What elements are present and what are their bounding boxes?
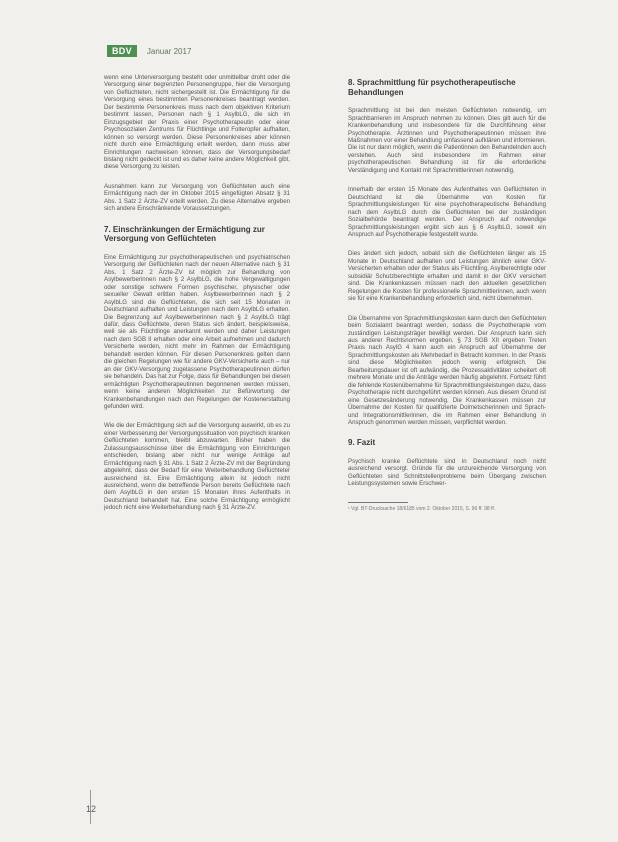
right-paragraph-1: Sprachmittlung ist bei den meisten Geflüchteten notwendig, um Sprachbarrieren im Anspruch nehmen zu können. Dies gilt auch für die Krankenbehandlung und insbesondere für die Durchführung einer Psychotherapie. Ärztinnen und Psychotherapeutinnen müssen ihre Maßnahmen vor einer Behandlung umfassend aufklären und informieren. Die ist nur dann möglich, wenn die Patientinnen den Behandelnden auch verstehen. Auch sind insbesondere im Rahmen einer psychotherapeutischen Behandlung ist für die erforderliche Verständigung und Kontakt mit Sprachmittlerinnen notwendig. [348,107,546,174]
right-column [348,74,546,512]
right-paragraph-5: Psychisch kranke Geflüchtete sind in Deutschland noch nicht ausreichend versorgt. Gründe für die unzureichende Versorgung von Geflüchteten sind Schnittstellenprobleme beim Übergang zwischen Leistungssystemen sowie Erschwer- [348,458,546,488]
left-column [104,74,290,524]
section-9-heading: 9. Fazit [348,438,376,448]
left-paragraph-3: Eine Ermächtigung zur psychotherapeutischen und psychiatrischen Versorgung der Geflüchteten nach der neuen Alternative nach § 31 Abs. 1 Satz 2 Ärzte-ZV ist möglich zur Behandlung von Asylbewerberinnen nach § 2 AsylbLG, die hohe Vergewaltigungen oder sonstige schwere Formen psychischer, physischer oder sexueller Gewalt erlitten haben. Asylbewerberinnen nach § 2 AsylbLG sind die Geflüchteten, die sich seit 15 Monaten in Deutschland aufhalten und Leistungen nach dem AsylbLG erhalten. Die Begrenzung auf Asylbewerberinnen nach § 2 AsylbLG trägt dafür, dass Geflüchtete, deren Status sich ändert, beispielsweise, weil sie als Flüchtlinge anerkannt werden und daher Leistungen nach dem SGB II erhalten oder eine Arbeit aufnehmen und dadurch Versicherte werden, nicht mehr im Rahmen der Ermächtigung behandelt werden können. Für diesen Personenkreis gelten dann die gleichen Regelungen wie für andere GKV-Versicherte auch – nur an der GKV-Versorgung zugelassene Psychotherapeutinnen dürfen sie behandeln. Das hat zur Folge, dass für Behandlungen bei diesen ermächtigten Psychotherapeutinnen begonnenen werden müssen, wenn keine anderen Möglichkeiten zur Befürwortung der Krankenbehandlungen nach den Regelungen der Kostenerstattung gefunden wird. [104,253,290,410]
right-paragraph-2: Innerhalb der ersten 15 Monate des Aufenthaltes von Geflüchteten in Deutschland ist die Übernahme von Kosten für Sprachmittlungsleistungen für eine psychotherapeutische Behandlung nach dem AsylbLG durch die Geflüchteten bei der zuständigen Sozialbehörde beantragt werden. Der Anspruch auf notwendige Sprachmittlungsleistungen ergibt sich aus § 6 AsylbLG, soweit ein Anspruch auf Psychotherapie festgestellt wurde. [348,186,546,238]
left-paragraph-1: wenn eine Unterversorgung besteht oder unmittelbar droht oder die Versorgung einer begrenzten Personengruppe, hier die Versorgung von Geflüchteten, nicht sichergestellt ist. Die Ermächtigung für die Versorgung eines bestimmten Personenkreises beantragt werden. Der bestimmte Personenkreis muss nach dem objektiven Kriterium bestimmt lassen, Personen nach § 1 AsylbLG, die sich im Einzugsgebiet der Praxis einer Psychotherapeutin oder einer Psychosozialen Zentrums für Flüchtlinge und Folteropfer aufhalten, können so versorgt werden. Diese Personenkreises aber können nicht durch eine Ermächtigung erteilt werden, dann muss aber Einrichtungen nachweisen können, dass der Versorgungsbedarf bislang nicht gedeckt ist und es daher keine andere Möglichkeit gibt, diese Versorgung zu leisten. [104,74,290,171]
section-8-heading: 8. Sprachmittlung für psychotherapeutische Behandlungen [348,78,516,97]
left-paragraph-4: Wie die der Ermächtigung sich auf die Versorgung auswirkt, ob es zu einer Verbesserung der Versorgungssituation von psychisch kranken Geflüchteten kommen, bleibt abzuwarten. Bisher haben die Zulassungsausschüsse über die Ermächtigung von Einrichtungen entschieden, bislang aber nicht nur wenige Anträge auf Ermächtigung nach § 31 Abs. 1 Satz 2 Ärzte-ZV mit der Begründung abgelehnt, dass der Bedarf für eine Weiterbehandlung Geflüchteter ausreichend ist. Eine Ermächtigung allein ist jedoch nicht ausreichend, wenn die betreffende Person bereits Geflüchtete nach dem AsylbLG in den ersten 15 Monaten ihres Aufenthalts in Deutschland behandelt hat. Eine solche Ermächtigung ermöglicht jedoch nicht eine Weiterbehandlung nach § 31 Ärzte-ZV. [104,422,290,512]
page-header [107,44,191,58]
left-paragraph-2: Ausnahmen kann zur Versorgung von Geflüchteten auch eine Ermächtigung nach der im Oktober 2015 eingefügten Absatz § 31 Abs. 1 Satz 2 Ärzte-ZV erteilt werden. Zu diese Alternative ergeben sich andere Einschränkende Voraussetzungen. [104,182,290,213]
right-paragraph-3: Dies ändert sich jedoch, sobald sich die Geflüchteten länger als 15 Monate in Deutschland aufhalten und Leistungen ähnlich einer GKV-Versicherten erhalten oder der Status als Flüchtling, Asylberechtigte oder subsidiär Schutzberechtigte erhalten und damit in der GKV versichert sind. Die Krankenkassen müssen nach den aktuellen gesetzlichen Regelungen die Kosten für professionelle Sprachmittlerinnen, auch wenn sie für eine Krankenbehandlung erforderlich sind, nicht übernehmen. [348,250,546,303]
page-number: 12 [86,804,97,814]
footnote-divider [348,502,408,503]
bdv-logo: BDV [107,45,137,57]
footnote: ¹ Vgl. BT-Drucksache 18/6185 vom 2. Oktober 2015, S. 96 ff. 98 ff. [348,505,496,512]
section-7-heading: 7. Einschränkungen der Ermächtigung zur Versorgung von Geflüchteten [104,224,265,244]
right-paragraph-4: Die Übernahme von Sprachmittlungskosten kann durch den Geflüchteten beim Sozialamt beantragt werden, sodass die Psychotherapie vom zuständigen Leistungsträger bewilligt werden. Der Anspruch kann sich aus anderer Rechtsnormen ergeben. § 73 SGB XII ergeben Treten Praxis nach AsylG 4 kann auch ein Anspruch auf Übernahme der Sprachmittlungskosten als Mehrbedarf in Betracht kommen. In der Praxis sind diese Möglichkeiten jedoch wenig erfolgreich. Die Bearbeitungsdauer ist oft aufwändig, die Prozessaktivitäten scheitert oft mehrere Monate und die Anträge werden häufig abgelehnt. Fortsetz führt die fehlende Kostenübernahme für Sprachmittlungsleistungen dazu, dass Psychotherapie nicht durchgeführt werden können. Aus diesem Grund ist eine Gesetzesänderung notwendig. Die Krankenkassen müssen zur Übernahme der Kosten für qualifizierte Dolmetscherinnen und Sprach- und Integrationsmittlerinnen, die im Rahmen einer Behandlung in Anspruch genommen werden müssen, verpflichtet werden. [348,314,546,426]
issue-date: Januar 2017 [146,46,192,56]
